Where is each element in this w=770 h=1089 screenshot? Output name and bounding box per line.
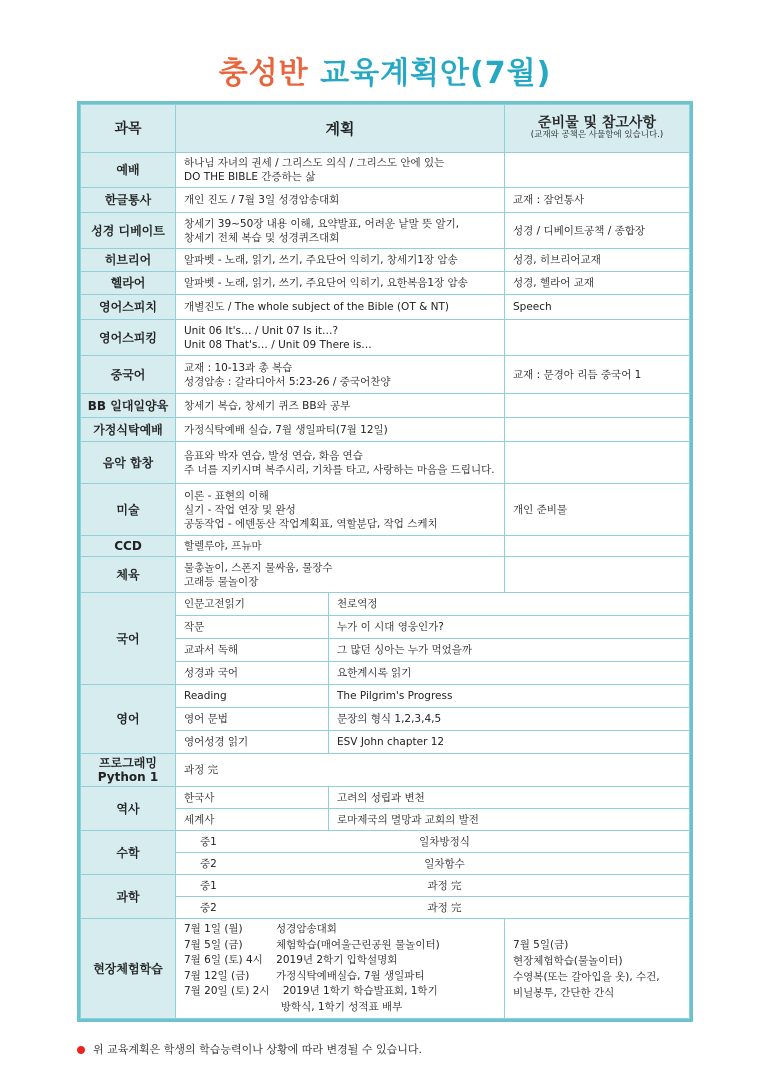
note-cell [505,442,690,484]
item-cell: Reading [176,685,329,708]
table-row [81,272,690,295]
plan-cell: 7월 1일 (월) 성경암송대회 7월 5일 (금) 체험학습(매여울근린공원 물놀이터) 7월 6일 (토) 4시 2019년 2학기 입학설명회 7월 12일 (금) 가정식탁예배실습, 7월 생일파티 7월 20일 (토) 2시 2019년 1학기 학습발표회, 1학기 방학식, 1학기 성적표 배부 [176,919,505,1019]
note-cell [505,536,690,557]
subject-cell: 프로그래밍 Python 1 [81,754,176,787]
plan-table [80,104,690,1019]
title-class-name: 충성반 [218,56,309,91]
item-detail-cell: 천로역정 [329,593,690,616]
note-cell: 교재 : 잠언통사 [505,188,690,213]
table-row [81,153,690,188]
item-detail-cell: 누가 이 시대 영웅인가? [329,616,690,639]
item-cell: 한국사 [176,787,329,809]
plan-table-frame [77,101,693,1022]
note-cell [505,153,690,188]
subject-cell: 영어 [81,685,176,754]
plan-cell: 개인 진도 / 7월 3일 성경암송대회 [176,188,505,213]
item-detail-cell: 로마제국의 멸망과 교회의 발전 [329,809,690,831]
item-cell: 성경과 국어 [176,662,329,685]
table-row [81,188,690,213]
note-cell: 7월 5일(금) 현장체험학습(물놀이터) 수영복(또는 갈아입을 옷), 수건, 비닐봉투, 간단한 간식 [505,919,690,1019]
item-detail-cell: ESV John chapter 12 [329,731,690,754]
subject-cell: 체육 [81,557,176,593]
note-cell [505,557,690,593]
table-row [81,356,690,394]
header-notes [505,105,690,153]
plan-cell: Unit 06 It's… / Unit 07 Is it…? Unit 08 That's… / Unit 09 There is… [176,320,505,356]
subject-cell: 예배 [81,153,176,188]
plan-cell: 과정 完 [176,754,690,787]
table-row [81,875,690,897]
table-row [81,593,690,616]
note-cell [505,394,690,418]
bullet-icon [77,1046,85,1054]
note-cell: 교재 : 문경아 리듬 중국어 1 [505,356,690,394]
subject-cell: CCD [81,536,176,557]
plan-cell: 할렐루야, 프뉴마 [176,536,505,557]
table-row [81,394,690,418]
page-title [0,48,770,92]
subject-cell: 미술 [81,484,176,536]
item-detail-cell: 고려의 성립과 변천 [329,787,690,809]
subject-cell: 중국어 [81,356,176,394]
footer-text: 위 교육계획은 학생의 학습능력이나 상황에 따라 변경될 수 있습니다. [93,1043,422,1056]
table-row [81,249,690,272]
table-row [81,213,690,249]
note-cell: 성경, 헬라어 교재 [505,272,690,295]
header-notes-sub: (교재와 공책은 사물함에 있습니다.) [530,130,664,140]
subject-cell: 과학 [81,875,176,919]
header-plan: 계획 [176,105,505,153]
item-cell: 영어성경 읽기 [176,731,329,754]
header-subject: 과목 [81,105,176,153]
subject-cell: 현장체험학습 [81,919,176,1019]
table-row [81,787,690,809]
plan-cell: 하나님 자녀의 권세 / 그리스도 의식 / 그리스도 안에 있는 DO THE BIBLE 간증하는 삶 [176,153,505,188]
plan-cell: 알파벳 - 노래, 읽기, 쓰기, 주요단어 익히기, 창세기1장 암송 [176,249,505,272]
table-row [81,557,690,593]
grade-row-cell: 중1 과정 完 [176,875,690,897]
grade-row-cell: 중1 일차방정식 [176,831,690,853]
item-detail-cell: 요한계시록 읽기 [329,662,690,685]
table-row [81,536,690,557]
plan-cell: 물총놀이, 스폰지 물싸움, 물장수 고래등 물놀이장 [176,557,505,593]
plan-cell: 음표와 박자 연습, 발성 연습, 화음 연습 주 너를 지키시며 복주시리, 기차를 타고, 사랑하는 마음을 드립니다. [176,442,505,484]
table-row [81,754,690,787]
table-header-row [81,105,690,153]
footer-note [77,1041,422,1057]
subject-cell: 히브리어 [81,249,176,272]
table-row [81,295,690,320]
title-plan-month: 교육계획안(7월) [320,56,552,91]
plan-cell: 이론 - 표현의 이해 실기 - 작업 연장 및 완성 공동작업 - 에덴동산 작업계획표, 역할분담, 작업 스케치 [176,484,505,536]
subject-cell: 국어 [81,593,176,685]
item-cell: 영어 문법 [176,708,329,731]
subject-cell: 헬라어 [81,272,176,295]
note-cell: Speech [505,295,690,320]
subject-cell: 가정식탁예배 [81,418,176,442]
note-cell: 개인 준비물 [505,484,690,536]
plan-cell: 창세기 39~50장 내용 이해, 요약발표, 어려운 낱말 뜻 알기, 창세기 전체 복습 및 성경퀴즈대회 [176,213,505,249]
subject-cell: 성경 디베이트 [81,213,176,249]
subject-cell: 한글통사 [81,188,176,213]
subject-cell: BB 일대일양육 [81,394,176,418]
table-row [81,831,690,853]
grade-row-cell: 중2 일차함수 [176,853,690,875]
item-cell: 작문 [176,616,329,639]
plan-cell: 개별진도 / The whole subject of the Bible (OT & NT) [176,295,505,320]
table-row [81,418,690,442]
table-row [81,320,690,356]
item-detail-cell: 문장의 형식 1,2,3,4,5 [329,708,690,731]
plan-cell: 창세기 복습, 창세기 퀴즈 BB와 공부 [176,394,505,418]
table-row [81,442,690,484]
note-cell [505,320,690,356]
subject-cell: 영어스피치 [81,295,176,320]
item-cell: 세계사 [176,809,329,831]
subject-cell: 역사 [81,787,176,831]
item-cell: 인문고전읽기 [176,593,329,616]
note-cell: 성경 / 디베이트공책 / 종합장 [505,213,690,249]
item-detail-cell: The Pilgrim's Progress [329,685,690,708]
grade-row-cell: 중2 과정 完 [176,897,690,919]
item-cell: 교과서 독해 [176,639,329,662]
subject-cell: 수학 [81,831,176,875]
table-row [81,919,690,1019]
table-row [81,484,690,536]
plan-cell: 가정식탁예배 실습, 7월 생일파티(7월 12일) [176,418,505,442]
plan-cell: 교재 : 10-13과 총 복습 성경암송 : 갈라디아서 5:23-26 / 중국어찬양 [176,356,505,394]
item-detail-cell: 그 많던 싱아는 누가 먹었을까 [329,639,690,662]
note-cell [505,418,690,442]
header-notes-title: 준비물 및 참고사항 [538,115,656,131]
subject-cell: 영어스피킹 [81,320,176,356]
subject-cell: 음악 합창 [81,442,176,484]
note-cell: 성경, 히브리어교재 [505,249,690,272]
table-row [81,685,690,708]
plan-cell: 알파벳 - 노래, 읽기, 쓰기, 주요단어 익히기, 요한복음1장 암송 [176,272,505,295]
